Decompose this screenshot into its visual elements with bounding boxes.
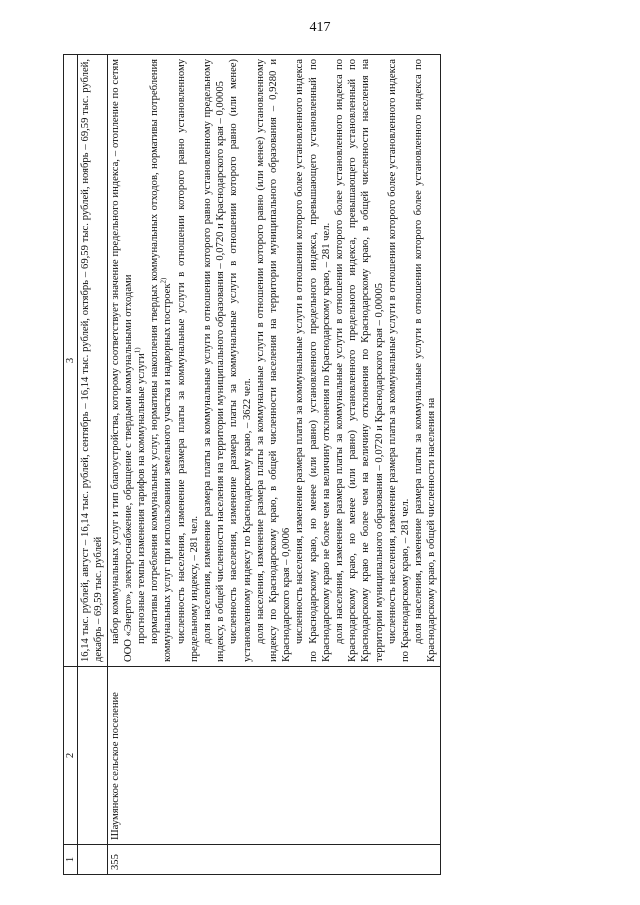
paragraph: численность населения, изменение размера платы за коммунальные услуги в отношении которого равно (или менее) установленному индексу по Краснодарскому краю, – 3622 чел. (228, 59, 253, 662)
data-table (63, 54, 441, 875)
row-number: 355 (107, 845, 440, 875)
table-row-continuation (78, 55, 107, 875)
row-content (107, 55, 440, 667)
paragraph: доля населения, изменение размера платы за коммунальные услуги в отношении которого более установленного индекса по Краснодарскому краю, но менее (или равно) установленного предельного индекса, превышающего установленный по Краснодарскому краю не более чем на величину отклонения по Краснодарскому краю, в общей численности населения на территории муниципального образования – 0,0720 и Краснодарского края – 0,00005 (334, 59, 385, 662)
header-col-3: 3 (64, 55, 78, 667)
paragraph: прогнозные темпы изменения тарифов на коммунальные услуги$^{1)}$ (133, 347, 148, 644)
header-col-1: 1 (64, 845, 78, 875)
paragraph: численность населения, изменение размера платы за коммунальные услуги в отношении которого более установленного индекса по Краснодарскому краю, но менее (или равно) установленного предельного индекса, превышающего установленный по Краснодарскому краю не более чем на величину отклонения по Краснодарскому краю, – 281 чел. (294, 59, 332, 662)
paragraph: доля населения, изменение размера платы за коммунальные услуги в отношении которого более установленного индекса по Краснодарскому краю, в общей численности населения на (413, 59, 438, 662)
paragraph: доля населения, изменение размера платы за коммунальные услуги в отношении которого равно (или менее) установленному индексу по Краснодарскому краю, в общей численности населения на территории муниципального образования – 0,9280 и Краснодарского края – 0,0006 (254, 59, 293, 662)
paragraph: численность населения, изменение размера платы за коммунальные услуги в отношении которого более установленного индекса по Краснодарскому краю, – 281 чел. (386, 59, 412, 662)
table-row (107, 55, 440, 875)
header-col-2: 2 (64, 667, 78, 845)
rotated-table-container (63, 55, 575, 875)
table-header-row (64, 55, 78, 875)
page-number: 417 (309, 20, 331, 35)
prev-row-text: 16,14 тыс. рублей, август – 16,14 тыс. рублей, сентябрь – 16,14 тыс. рублей, октябрь – 69,59 тыс. рублей, ноябрь – 69,59 тыс. рублей, декабрь – 69,59 тыс. рублей (78, 55, 107, 667)
row-name: Шаумянское сельское поселение (107, 667, 440, 845)
paragraph: численность населения, изменение размера платы за коммунальные услуги в отношении которого равно установленному предельному индексу, – 281 чел. (175, 59, 200, 662)
paragraph: набор коммунальных услуг и тип благоустройства, которому соответствует значение предельного индекса, – отопление по сетям ООО «Энерго», электроснабжение, обращение с твердыми коммунальными отходами (109, 59, 134, 662)
paragraph: нормативы потребления коммунальных услуг, нормативы накопления твердых коммунальных отходов, нормативы потребления коммунальных услуг при использовании земельного участка и надворных построек$^{2)}$ (149, 59, 174, 662)
paragraph: доля населения, изменение размера платы за коммунальные услуги в отношении которого равно установленному предельному индексу, в общей численности населения на территории муниципального образования – 0,0720 и Краснодарского края – 0,00005 (202, 59, 227, 662)
